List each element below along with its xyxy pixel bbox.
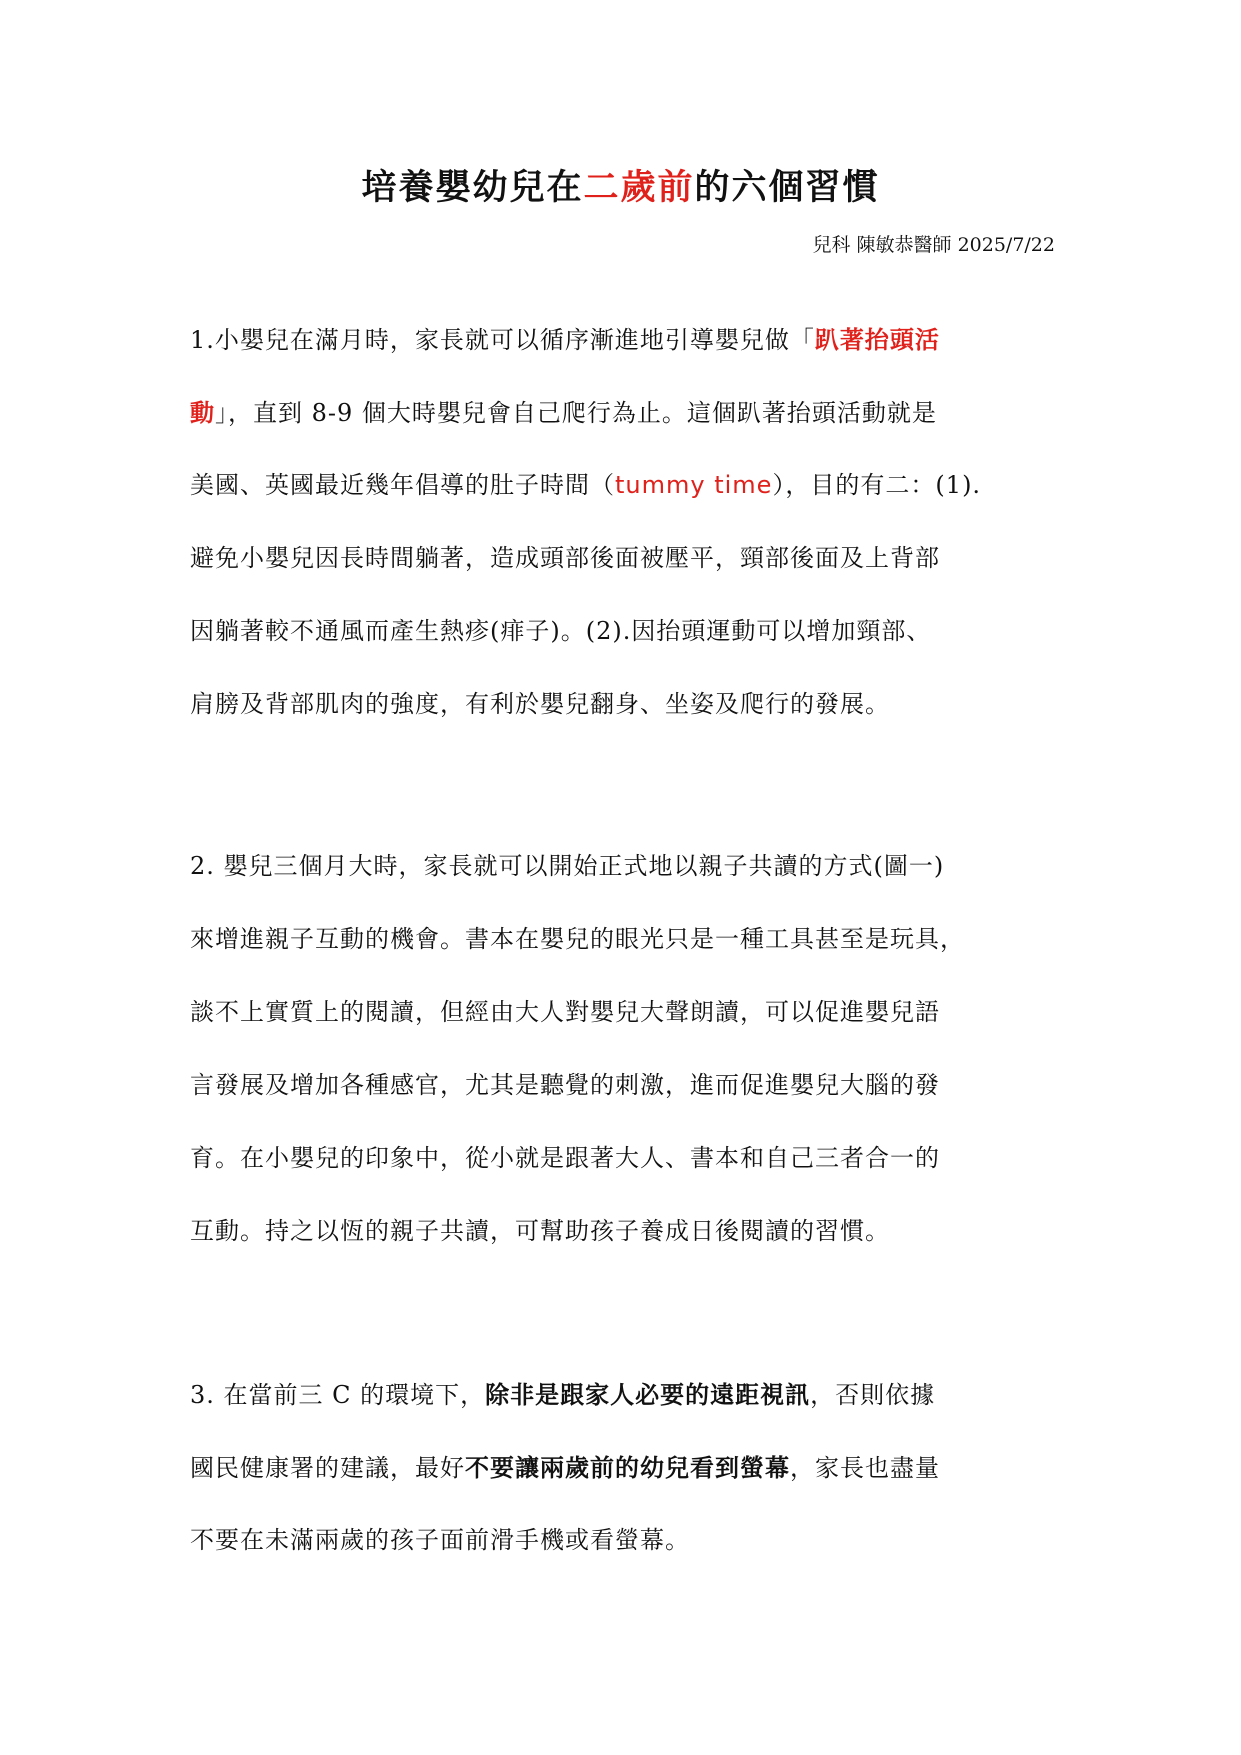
- section-3-screen-time: [190, 1358, 1060, 1577]
- section-2-line-4: 言發展及增加各種感官，尤其是聽覺的刺激，進而促進嬰兒大腦的發: [190, 1071, 940, 1099]
- s1-l1-highlight: 趴著抬頭活: [814, 325, 940, 354]
- section-1-line-4: 避免小嬰兒因長時間躺著，造成頭部後面被壓平，頸部後面及上背部: [190, 544, 940, 572]
- section-1-line-2: [190, 376, 1060, 449]
- section-3-line-3: 不要在未滿兩歲的孩子面前滑手機或看螢幕。: [190, 1526, 690, 1554]
- section-2-line-2: 來增進親子互動的機會。書本在嬰兒的眼光只是一種工具甚至是玩具，: [190, 925, 965, 953]
- s1-l3-text-a: 美國、英國最近幾年倡導的肚子時間（: [190, 471, 615, 499]
- section-1-line-5: 因躺著較不通風而產生熱疹(痱子)。(2).因抬頭運動可以增加頸部、: [190, 617, 932, 645]
- s1-l2-highlight: 動: [190, 398, 215, 427]
- section-2-line-1: 2. 嬰兒三個月大時，家長就可以開始正式地以親子共讀的方式(圖一): [190, 852, 945, 880]
- s3-l2-text-b: ，家長也盡量: [790, 1454, 940, 1482]
- s1-l3-text-b: ），目的有二：(1).: [772, 471, 982, 499]
- title-part2: 的六個習慣: [694, 167, 880, 208]
- section-3-line-2: [190, 1431, 1060, 1504]
- title-part1: 培養嬰幼兒在: [361, 167, 584, 208]
- section-2-shared-reading: [190, 830, 1060, 1268]
- section-2-line-3: 談不上實質上的閱讀，但經由大人對嬰兒大聲朗讀，可以促進嬰兒語: [190, 998, 940, 1026]
- s3-l1-bold: 除非是跟家人必要的遠距視訊: [485, 1380, 811, 1409]
- s3-l1-text-b: ，否則依據: [810, 1381, 936, 1409]
- section-1-line-3: [190, 449, 1060, 522]
- s1-l2-text: 」，直到 8-9 個大時嬰兒會自己爬行為止。這個趴著抬頭活動就是: [215, 399, 937, 427]
- author-byline: 兒科 陳敏恭醫師 2025/7/22: [812, 234, 1055, 256]
- section-1-line-1: [190, 303, 1060, 376]
- s3-l2-text-a: 國民健康署的建議，最好: [190, 1454, 465, 1482]
- s1-l3-tummy-time: tummy time: [615, 471, 773, 499]
- title-highlight: 二歲前: [583, 167, 695, 208]
- section-2-line-5: 育。在小嬰兒的印象中，從小就是跟著大人、書本和自己三者合一的: [190, 1144, 940, 1172]
- section-1-line-6: 肩膀及背部肌肉的強度，有利於嬰兒翻身、坐姿及爬行的發展。: [190, 690, 890, 718]
- s3-l1-text-a: 3. 在當前三 C 的環境下，: [190, 1381, 486, 1409]
- section-3-line-1: [190, 1358, 1060, 1431]
- s3-l2-bold: 不要讓兩歲前的幼兒看到螢幕: [465, 1453, 790, 1482]
- s1-l1-text: 1.小嬰兒在滿月時，家長就可以循序漸進地引導嬰兒做「: [190, 326, 815, 354]
- section-1-tummy-time: [190, 303, 1060, 741]
- document-title: [0, 160, 1241, 210]
- section-2-line-6: 互動。持之以恆的親子共讀，可幫助孩子養成日後閱讀的習慣。: [190, 1217, 890, 1245]
